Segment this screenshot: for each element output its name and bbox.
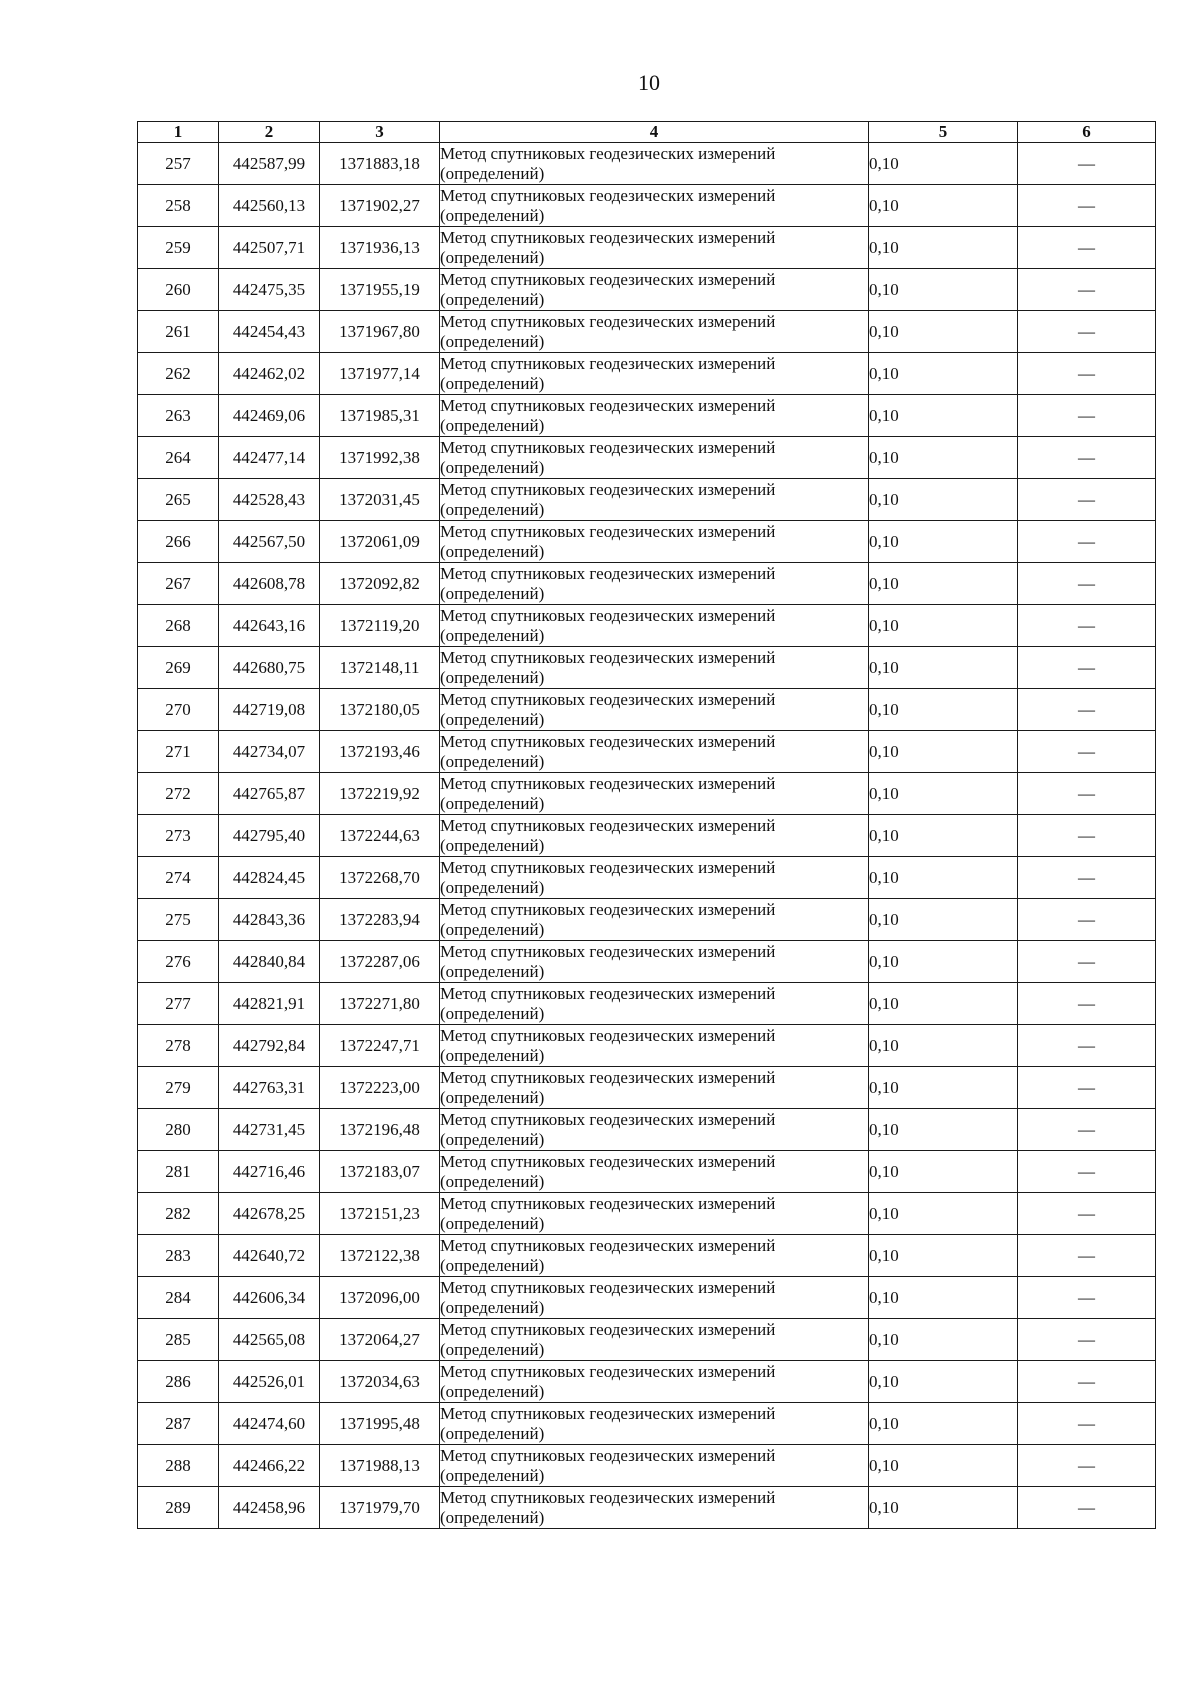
y-coordinate-cell: 1371967,80 bbox=[320, 311, 440, 353]
method-cell: Метод спутниковых геодезических измерений (определений) bbox=[440, 395, 869, 437]
y-coordinate-cell: 1372151,23 bbox=[320, 1193, 440, 1235]
x-coordinate-cell: 442731,45 bbox=[219, 1109, 320, 1151]
accuracy-cell: 0,10 bbox=[869, 983, 1018, 1025]
method-cell: Метод спутниковых геодезических измерений (определений) bbox=[440, 1151, 869, 1193]
table-row bbox=[138, 1025, 1156, 1067]
y-coordinate-cell: 1372247,71 bbox=[320, 1025, 440, 1067]
method-cell: Метод спутниковых геодезических измерений (определений) bbox=[440, 227, 869, 269]
table-row bbox=[138, 437, 1156, 479]
method-cell: Метод спутниковых геодезических измерений (определений) bbox=[440, 311, 869, 353]
note-cell: — bbox=[1018, 1403, 1156, 1445]
table-row bbox=[138, 563, 1156, 605]
point-number-cell: 270 bbox=[138, 689, 219, 731]
method-cell: Метод спутниковых геодезических измерений (определений) bbox=[440, 1067, 869, 1109]
y-coordinate-cell: 1372096,00 bbox=[320, 1277, 440, 1319]
note-cell: — bbox=[1018, 1277, 1156, 1319]
y-coordinate-cell: 1372244,63 bbox=[320, 815, 440, 857]
point-number-cell: 265 bbox=[138, 479, 219, 521]
y-coordinate-cell: 1371883,18 bbox=[320, 143, 440, 185]
x-coordinate-cell: 442824,45 bbox=[219, 857, 320, 899]
method-cell: Метод спутниковых геодезических измерений (определений) bbox=[440, 689, 869, 731]
x-coordinate-cell: 442560,13 bbox=[219, 185, 320, 227]
method-cell: Метод спутниковых геодезических измерений (определений) bbox=[440, 143, 869, 185]
point-number-cell: 282 bbox=[138, 1193, 219, 1235]
y-coordinate-cell: 1372061,09 bbox=[320, 521, 440, 563]
y-coordinate-cell: 1371985,31 bbox=[320, 395, 440, 437]
point-number-cell: 266 bbox=[138, 521, 219, 563]
note-cell: — bbox=[1018, 647, 1156, 689]
col-header-1: 1 bbox=[138, 122, 219, 143]
accuracy-cell: 0,10 bbox=[869, 395, 1018, 437]
x-coordinate-cell: 442528,43 bbox=[219, 479, 320, 521]
note-cell: — bbox=[1018, 983, 1156, 1025]
x-coordinate-cell: 442587,99 bbox=[219, 143, 320, 185]
method-cell: Метод спутниковых геодезических измерений (определений) bbox=[440, 1319, 869, 1361]
col-header-5: 5 bbox=[869, 122, 1018, 143]
y-coordinate-cell: 1372034,63 bbox=[320, 1361, 440, 1403]
accuracy-cell: 0,10 bbox=[869, 689, 1018, 731]
method-cell: Метод спутниковых геодезических измерений (определений) bbox=[440, 1193, 869, 1235]
x-coordinate-cell: 442462,02 bbox=[219, 353, 320, 395]
note-cell: — bbox=[1018, 1319, 1156, 1361]
point-number-cell: 278 bbox=[138, 1025, 219, 1067]
note-cell: — bbox=[1018, 563, 1156, 605]
method-cell: Метод спутниковых геодезических измерений (определений) bbox=[440, 1235, 869, 1277]
table-row bbox=[138, 1067, 1156, 1109]
y-coordinate-cell: 1372031,45 bbox=[320, 479, 440, 521]
accuracy-cell: 0,10 bbox=[869, 899, 1018, 941]
y-coordinate-cell: 1371936,13 bbox=[320, 227, 440, 269]
y-coordinate-cell: 1372148,11 bbox=[320, 647, 440, 689]
note-cell: — bbox=[1018, 773, 1156, 815]
note-cell: — bbox=[1018, 1445, 1156, 1487]
table-row bbox=[138, 1445, 1156, 1487]
y-coordinate-cell: 1372268,70 bbox=[320, 857, 440, 899]
accuracy-cell: 0,10 bbox=[869, 269, 1018, 311]
y-coordinate-cell: 1372219,92 bbox=[320, 773, 440, 815]
accuracy-cell: 0,10 bbox=[869, 1067, 1018, 1109]
note-cell: — bbox=[1018, 353, 1156, 395]
table-row bbox=[138, 773, 1156, 815]
note-cell: — bbox=[1018, 479, 1156, 521]
table-body bbox=[138, 143, 1156, 1529]
accuracy-cell: 0,10 bbox=[869, 311, 1018, 353]
x-coordinate-cell: 442507,71 bbox=[219, 227, 320, 269]
note-cell: — bbox=[1018, 311, 1156, 353]
point-number-cell: 269 bbox=[138, 647, 219, 689]
accuracy-cell: 0,10 bbox=[869, 185, 1018, 227]
table-row bbox=[138, 983, 1156, 1025]
point-number-cell: 272 bbox=[138, 773, 219, 815]
method-cell: Метод спутниковых геодезических измерений (определений) bbox=[440, 353, 869, 395]
table-row bbox=[138, 353, 1156, 395]
y-coordinate-cell: 1371955,19 bbox=[320, 269, 440, 311]
method-cell: Метод спутниковых геодезических измерений (определений) bbox=[440, 1361, 869, 1403]
point-number-cell: 288 bbox=[138, 1445, 219, 1487]
x-coordinate-cell: 442474,60 bbox=[219, 1403, 320, 1445]
note-cell: — bbox=[1018, 1151, 1156, 1193]
method-cell: Метод спутниковых геодезических измерений (определений) bbox=[440, 1403, 869, 1445]
accuracy-cell: 0,10 bbox=[869, 605, 1018, 647]
note-cell: — bbox=[1018, 605, 1156, 647]
note-cell: — bbox=[1018, 521, 1156, 563]
y-coordinate-cell: 1372287,06 bbox=[320, 941, 440, 983]
x-coordinate-cell: 442643,16 bbox=[219, 605, 320, 647]
y-coordinate-cell: 1372196,48 bbox=[320, 1109, 440, 1151]
x-coordinate-cell: 442678,25 bbox=[219, 1193, 320, 1235]
table-row bbox=[138, 689, 1156, 731]
note-cell: — bbox=[1018, 1361, 1156, 1403]
accuracy-cell: 0,10 bbox=[869, 857, 1018, 899]
y-coordinate-cell: 1371977,14 bbox=[320, 353, 440, 395]
point-number-cell: 287 bbox=[138, 1403, 219, 1445]
method-cell: Метод спутниковых геодезических измерений (определений) bbox=[440, 563, 869, 605]
table-row bbox=[138, 185, 1156, 227]
method-cell: Метод спутниковых геодезических измерений (определений) bbox=[440, 605, 869, 647]
table-row bbox=[138, 227, 1156, 269]
x-coordinate-cell: 442475,35 bbox=[219, 269, 320, 311]
accuracy-cell: 0,10 bbox=[869, 143, 1018, 185]
point-number-cell: 284 bbox=[138, 1277, 219, 1319]
point-number-cell: 262 bbox=[138, 353, 219, 395]
accuracy-cell: 0,10 bbox=[869, 1445, 1018, 1487]
point-number-cell: 271 bbox=[138, 731, 219, 773]
table-row bbox=[138, 1193, 1156, 1235]
note-cell: — bbox=[1018, 185, 1156, 227]
point-number-cell: 281 bbox=[138, 1151, 219, 1193]
y-coordinate-cell: 1372122,38 bbox=[320, 1235, 440, 1277]
note-cell: — bbox=[1018, 269, 1156, 311]
col-header-3: 3 bbox=[320, 122, 440, 143]
x-coordinate-cell: 442821,91 bbox=[219, 983, 320, 1025]
x-coordinate-cell: 442606,34 bbox=[219, 1277, 320, 1319]
accuracy-cell: 0,10 bbox=[869, 1235, 1018, 1277]
method-cell: Метод спутниковых геодезических измерений (определений) bbox=[440, 185, 869, 227]
table-row bbox=[138, 1319, 1156, 1361]
accuracy-cell: 0,10 bbox=[869, 1151, 1018, 1193]
page-number: 10 bbox=[638, 70, 660, 95]
accuracy-cell: 0,10 bbox=[869, 1403, 1018, 1445]
y-coordinate-cell: 1372223,00 bbox=[320, 1067, 440, 1109]
y-coordinate-cell: 1372180,05 bbox=[320, 689, 440, 731]
table-row bbox=[138, 1487, 1156, 1529]
col-header-6: 6 bbox=[1018, 122, 1156, 143]
method-cell: Метод спутниковых геодезических измерений (определений) bbox=[440, 731, 869, 773]
table-row bbox=[138, 479, 1156, 521]
point-number-cell: 257 bbox=[138, 143, 219, 185]
y-coordinate-cell: 1372064,27 bbox=[320, 1319, 440, 1361]
x-coordinate-cell: 442734,07 bbox=[219, 731, 320, 773]
y-coordinate-cell: 1372283,94 bbox=[320, 899, 440, 941]
table-row bbox=[138, 311, 1156, 353]
method-cell: Метод спутниковых геодезических измерений (определений) bbox=[440, 1277, 869, 1319]
table-row bbox=[138, 1361, 1156, 1403]
x-coordinate-cell: 442565,08 bbox=[219, 1319, 320, 1361]
accuracy-cell: 0,10 bbox=[869, 1193, 1018, 1235]
table-row bbox=[138, 1109, 1156, 1151]
point-number-cell: 279 bbox=[138, 1067, 219, 1109]
method-cell: Метод спутниковых геодезических измерений (определений) bbox=[440, 899, 869, 941]
accuracy-cell: 0,10 bbox=[869, 815, 1018, 857]
point-number-cell: 289 bbox=[138, 1487, 219, 1529]
point-number-cell: 268 bbox=[138, 605, 219, 647]
y-coordinate-cell: 1371902,27 bbox=[320, 185, 440, 227]
y-coordinate-cell: 1371979,70 bbox=[320, 1487, 440, 1529]
accuracy-cell: 0,10 bbox=[869, 437, 1018, 479]
point-number-cell: 283 bbox=[138, 1235, 219, 1277]
accuracy-cell: 0,10 bbox=[869, 731, 1018, 773]
table-row bbox=[138, 521, 1156, 563]
note-cell: — bbox=[1018, 941, 1156, 983]
point-number-cell: 260 bbox=[138, 269, 219, 311]
coordinates-table bbox=[137, 121, 1156, 1529]
table-row bbox=[138, 143, 1156, 185]
y-coordinate-cell: 1372092,82 bbox=[320, 563, 440, 605]
table-row bbox=[138, 899, 1156, 941]
x-coordinate-cell: 442680,75 bbox=[219, 647, 320, 689]
accuracy-cell: 0,10 bbox=[869, 563, 1018, 605]
method-cell: Метод спутниковых геодезических измерений (определений) bbox=[440, 479, 869, 521]
note-cell: — bbox=[1018, 1487, 1156, 1529]
y-coordinate-cell: 1372183,07 bbox=[320, 1151, 440, 1193]
y-coordinate-cell: 1372119,20 bbox=[320, 605, 440, 647]
method-cell: Метод спутниковых геодезических измерений (определений) bbox=[440, 437, 869, 479]
table-row bbox=[138, 1403, 1156, 1445]
point-number-cell: 286 bbox=[138, 1361, 219, 1403]
note-cell: — bbox=[1018, 395, 1156, 437]
accuracy-cell: 0,10 bbox=[869, 227, 1018, 269]
note-cell: — bbox=[1018, 1109, 1156, 1151]
point-number-cell: 277 bbox=[138, 983, 219, 1025]
table-header-row bbox=[138, 122, 1156, 143]
note-cell: — bbox=[1018, 899, 1156, 941]
x-coordinate-cell: 442763,31 bbox=[219, 1067, 320, 1109]
method-cell: Метод спутниковых геодезических измерений (определений) bbox=[440, 647, 869, 689]
table-row bbox=[138, 395, 1156, 437]
y-coordinate-cell: 1371995,48 bbox=[320, 1403, 440, 1445]
point-number-cell: 280 bbox=[138, 1109, 219, 1151]
x-coordinate-cell: 442567,50 bbox=[219, 521, 320, 563]
note-cell: — bbox=[1018, 227, 1156, 269]
accuracy-cell: 0,10 bbox=[869, 353, 1018, 395]
note-cell: — bbox=[1018, 689, 1156, 731]
method-cell: Метод спутниковых геодезических измерений (определений) bbox=[440, 983, 869, 1025]
x-coordinate-cell: 442477,14 bbox=[219, 437, 320, 479]
table-row bbox=[138, 731, 1156, 773]
point-number-cell: 274 bbox=[138, 857, 219, 899]
table-row bbox=[138, 647, 1156, 689]
x-coordinate-cell: 442466,22 bbox=[219, 1445, 320, 1487]
table-row bbox=[138, 857, 1156, 899]
point-number-cell: 273 bbox=[138, 815, 219, 857]
note-cell: — bbox=[1018, 731, 1156, 773]
x-coordinate-cell: 442640,72 bbox=[219, 1235, 320, 1277]
y-coordinate-cell: 1372193,46 bbox=[320, 731, 440, 773]
table-row bbox=[138, 815, 1156, 857]
accuracy-cell: 0,10 bbox=[869, 521, 1018, 563]
note-cell: — bbox=[1018, 1235, 1156, 1277]
point-number-cell: 263 bbox=[138, 395, 219, 437]
note-cell: — bbox=[1018, 1025, 1156, 1067]
x-coordinate-cell: 442795,40 bbox=[219, 815, 320, 857]
method-cell: Метод спутниковых геодезических измерений (определений) bbox=[440, 1487, 869, 1529]
table-row bbox=[138, 1235, 1156, 1277]
accuracy-cell: 0,10 bbox=[869, 1025, 1018, 1067]
table-row bbox=[138, 605, 1156, 647]
method-cell: Метод спутниковых геодезических измерений (определений) bbox=[440, 1109, 869, 1151]
x-coordinate-cell: 442454,43 bbox=[219, 311, 320, 353]
note-cell: — bbox=[1018, 857, 1156, 899]
x-coordinate-cell: 442843,36 bbox=[219, 899, 320, 941]
accuracy-cell: 0,10 bbox=[869, 773, 1018, 815]
point-number-cell: 267 bbox=[138, 563, 219, 605]
method-cell: Метод спутниковых геодезических измерений (определений) bbox=[440, 521, 869, 563]
point-number-cell: 258 bbox=[138, 185, 219, 227]
note-cell: — bbox=[1018, 1067, 1156, 1109]
accuracy-cell: 0,10 bbox=[869, 1319, 1018, 1361]
accuracy-cell: 0,10 bbox=[869, 647, 1018, 689]
accuracy-cell: 0,10 bbox=[869, 1487, 1018, 1529]
note-cell: — bbox=[1018, 437, 1156, 479]
col-header-4: 4 bbox=[440, 122, 869, 143]
method-cell: Метод спутниковых геодезических измерений (определений) bbox=[440, 815, 869, 857]
table-row bbox=[138, 1277, 1156, 1319]
method-cell: Метод спутниковых геодезических измерений (определений) bbox=[440, 773, 869, 815]
x-coordinate-cell: 442716,46 bbox=[219, 1151, 320, 1193]
x-coordinate-cell: 442765,87 bbox=[219, 773, 320, 815]
accuracy-cell: 0,10 bbox=[869, 941, 1018, 983]
point-number-cell: 275 bbox=[138, 899, 219, 941]
x-coordinate-cell: 442608,78 bbox=[219, 563, 320, 605]
accuracy-cell: 0,10 bbox=[869, 1277, 1018, 1319]
table-row bbox=[138, 941, 1156, 983]
y-coordinate-cell: 1371992,38 bbox=[320, 437, 440, 479]
note-cell: — bbox=[1018, 815, 1156, 857]
point-number-cell: 261 bbox=[138, 311, 219, 353]
method-cell: Метод спутниковых геодезических измерений (определений) bbox=[440, 269, 869, 311]
y-coordinate-cell: 1371988,13 bbox=[320, 1445, 440, 1487]
accuracy-cell: 0,10 bbox=[869, 1109, 1018, 1151]
x-coordinate-cell: 442469,06 bbox=[219, 395, 320, 437]
method-cell: Метод спутниковых геодезических измерений (определений) bbox=[440, 1025, 869, 1067]
x-coordinate-cell: 442792,84 bbox=[219, 1025, 320, 1067]
table-row bbox=[138, 1151, 1156, 1193]
y-coordinate-cell: 1372271,80 bbox=[320, 983, 440, 1025]
note-cell: — bbox=[1018, 1193, 1156, 1235]
x-coordinate-cell: 442526,01 bbox=[219, 1361, 320, 1403]
point-number-cell: 285 bbox=[138, 1319, 219, 1361]
point-number-cell: 259 bbox=[138, 227, 219, 269]
x-coordinate-cell: 442458,96 bbox=[219, 1487, 320, 1529]
point-number-cell: 276 bbox=[138, 941, 219, 983]
method-cell: Метод спутниковых геодезических измерений (определений) bbox=[440, 857, 869, 899]
point-number-cell: 264 bbox=[138, 437, 219, 479]
method-cell: Метод спутниковых геодезических измерений (определений) bbox=[440, 1445, 869, 1487]
accuracy-cell: 0,10 bbox=[869, 1361, 1018, 1403]
note-cell: — bbox=[1018, 143, 1156, 185]
accuracy-cell: 0,10 bbox=[869, 479, 1018, 521]
table-row bbox=[138, 269, 1156, 311]
method-cell: Метод спутниковых геодезических измерений (определений) bbox=[440, 941, 869, 983]
col-header-2: 2 bbox=[219, 122, 320, 143]
x-coordinate-cell: 442719,08 bbox=[219, 689, 320, 731]
x-coordinate-cell: 442840,84 bbox=[219, 941, 320, 983]
